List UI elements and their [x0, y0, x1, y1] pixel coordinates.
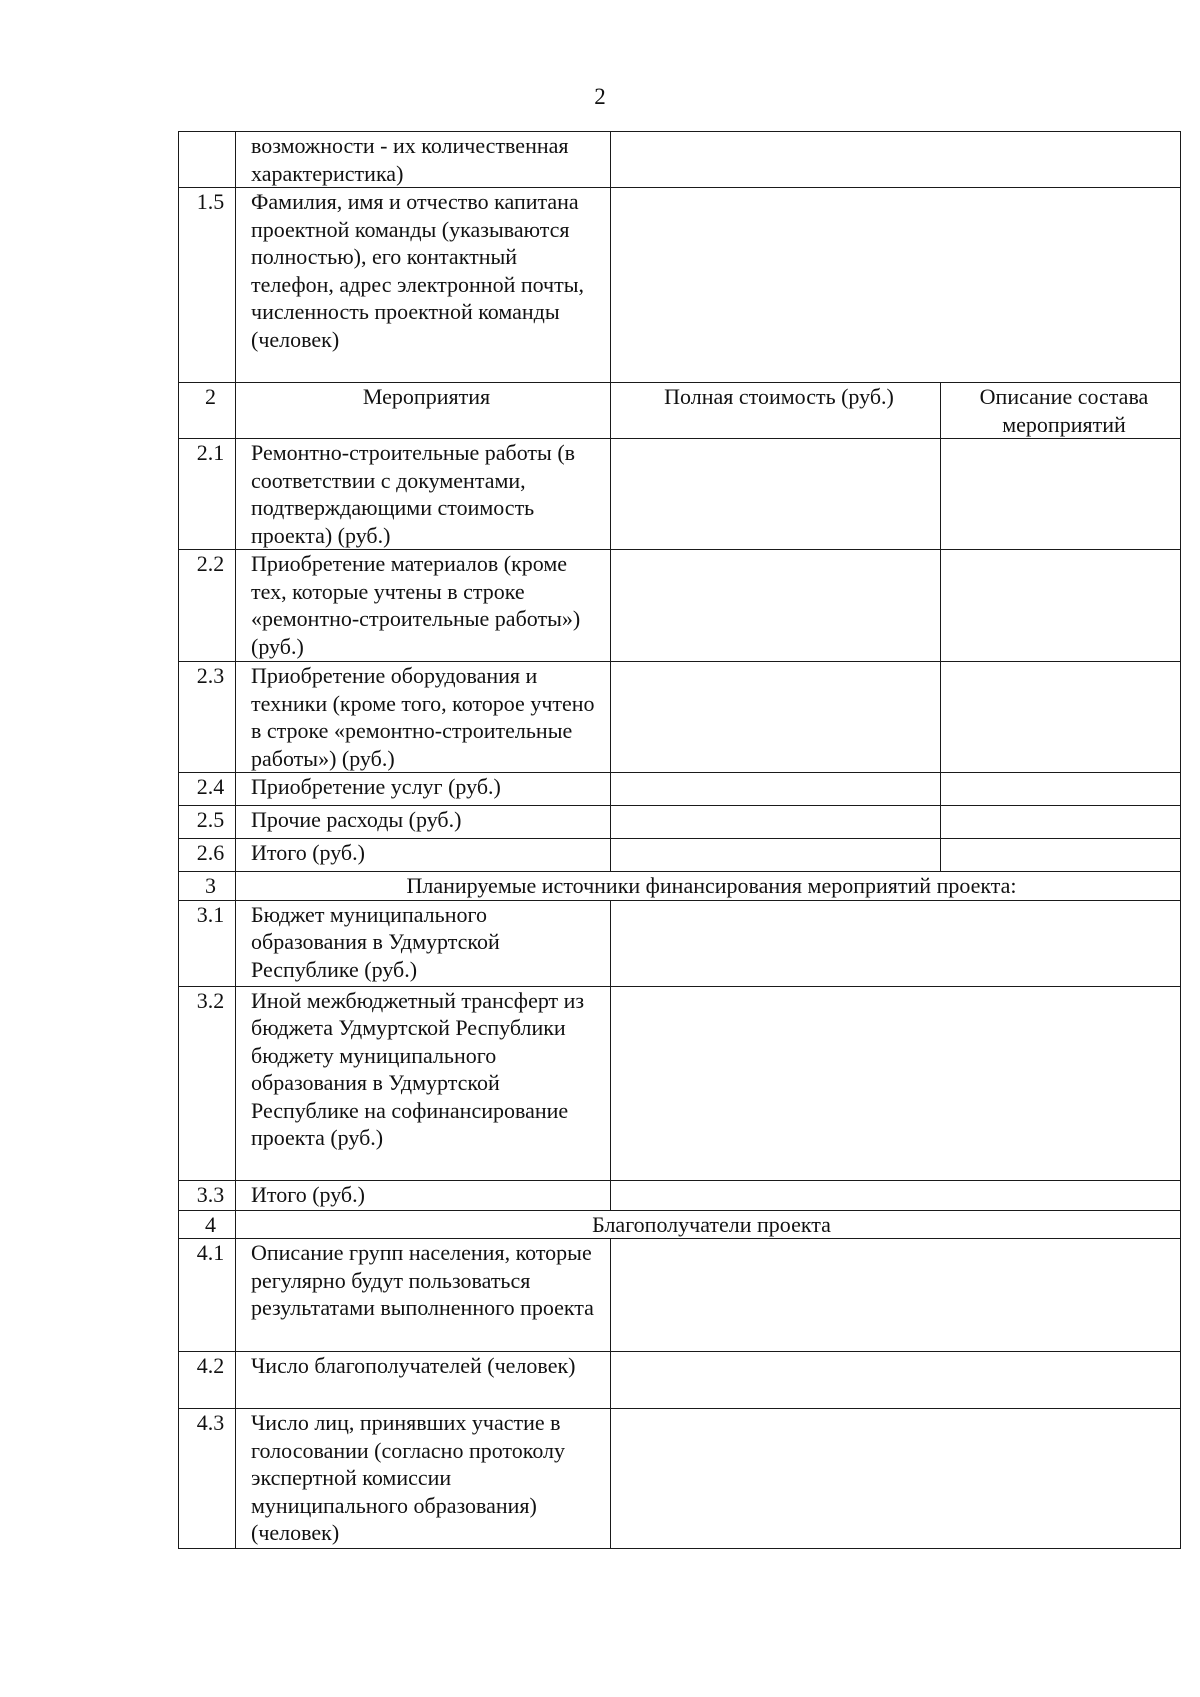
value-cell[interactable]	[611, 1352, 1181, 1409]
row-number: 2.5	[179, 806, 236, 839]
row-description: Приобретение услуг (руб.)	[236, 773, 611, 806]
value-cell[interactable]	[611, 900, 1181, 986]
page-number: 2	[594, 84, 606, 109]
row-description: Приобретение оборудования и техники (кроме того, которое учтено в строке «ремонтно-строительные работы») (руб.)	[236, 662, 611, 773]
table-row	[179, 188, 1181, 383]
cost-cell[interactable]	[611, 773, 941, 806]
row-description: Описание групп населения, которые регулярно будут пользоваться результатами выполненного проекта	[236, 1239, 611, 1352]
activity-description-cell[interactable]	[941, 839, 1181, 872]
table-row	[179, 839, 1181, 872]
section-number: 2	[179, 383, 236, 439]
row-number: 4.3	[179, 1409, 236, 1549]
row-number: 2.2	[179, 550, 236, 662]
row-number: 2.3	[179, 662, 236, 773]
table-row	[179, 806, 1181, 839]
table-row	[179, 662, 1181, 773]
activity-description-cell[interactable]	[941, 439, 1181, 550]
cost-cell[interactable]	[611, 839, 941, 872]
table-row	[179, 132, 1181, 188]
value-cell[interactable]	[611, 1409, 1181, 1549]
section-number: 4	[179, 1210, 236, 1239]
table-row	[179, 986, 1181, 1180]
activity-description-cell[interactable]	[941, 773, 1181, 806]
row-number: 2.1	[179, 439, 236, 550]
section-number: 3	[179, 872, 236, 901]
section-title: Планируемые источники финансирования мероприятий проекта:	[236, 872, 1181, 901]
row-description: Фамилия, имя и отчество капитана проектной команды (указываются полностью), его контактный телефон, адрес электронной почты, численность проектной команды (человек)	[236, 188, 611, 383]
table-row	[179, 439, 1181, 550]
row-description: Итого (руб.)	[236, 1180, 611, 1210]
cost-cell[interactable]	[611, 550, 941, 662]
table-row	[179, 1180, 1181, 1210]
application-form-table	[178, 131, 1181, 1549]
row-description: Ремонтно-строительные работы (в соответствии с документами, подтверждающими стоимость проекта) (руб.)	[236, 439, 611, 550]
activity-description-cell[interactable]	[941, 806, 1181, 839]
cost-cell[interactable]	[611, 806, 941, 839]
section-header-row	[179, 872, 1181, 901]
row-number: 3.2	[179, 986, 236, 1180]
column-header-activity-description: Описание состава мероприятий	[941, 383, 1181, 439]
row-description: Бюджет муниципального образования в Удмуртской Республике (руб.)	[236, 900, 611, 986]
row-description: Прочие расходы (руб.)	[236, 806, 611, 839]
column-header-activities: Мероприятия	[236, 383, 611, 439]
row-number	[179, 132, 236, 188]
row-number: 2.4	[179, 773, 236, 806]
row-description: возможности - их количественная характеристика)	[236, 132, 611, 188]
table-row	[179, 1239, 1181, 1352]
row-number: 4.1	[179, 1239, 236, 1352]
row-description: Иной межбюджетный трансферт из бюджета Удмуртской Республики бюджету муниципального образования в Удмуртской Республике на софинансирование проекта (руб.)	[236, 986, 611, 1180]
section-header-row	[179, 1210, 1181, 1239]
column-header-full-cost: Полная стоимость (руб.)	[611, 383, 941, 439]
row-number: 3.1	[179, 900, 236, 986]
value-cell[interactable]	[611, 132, 1181, 188]
row-number: 2.6	[179, 839, 236, 872]
table-row	[179, 1352, 1181, 1409]
table-row	[179, 1409, 1181, 1549]
row-description: Число благополучателей (человек)	[236, 1352, 611, 1409]
value-cell[interactable]	[611, 188, 1181, 383]
value-cell[interactable]	[611, 1180, 1181, 1210]
row-number: 1.5	[179, 188, 236, 383]
row-description: Приобретение материалов (кроме тех, которые учтены в строке «ремонтно-строительные работы») (руб.)	[236, 550, 611, 662]
row-description: Итого (руб.)	[236, 839, 611, 872]
value-cell[interactable]	[611, 986, 1181, 1180]
activity-description-cell[interactable]	[941, 662, 1181, 773]
row-description: Число лиц, принявших участие в голосовании (согласно протоколу экспертной комиссии муниципального образования) (человек)	[236, 1409, 611, 1549]
row-number: 4.2	[179, 1352, 236, 1409]
row-number: 3.3	[179, 1180, 236, 1210]
cost-cell[interactable]	[611, 439, 941, 550]
table-row	[179, 773, 1181, 806]
activity-description-cell[interactable]	[941, 550, 1181, 662]
cost-cell[interactable]	[611, 662, 941, 773]
table-row	[179, 550, 1181, 662]
section-title: Благополучатели проекта	[236, 1210, 1181, 1239]
section-header-row	[179, 383, 1181, 439]
table-row	[179, 900, 1181, 986]
value-cell[interactable]	[611, 1239, 1181, 1352]
